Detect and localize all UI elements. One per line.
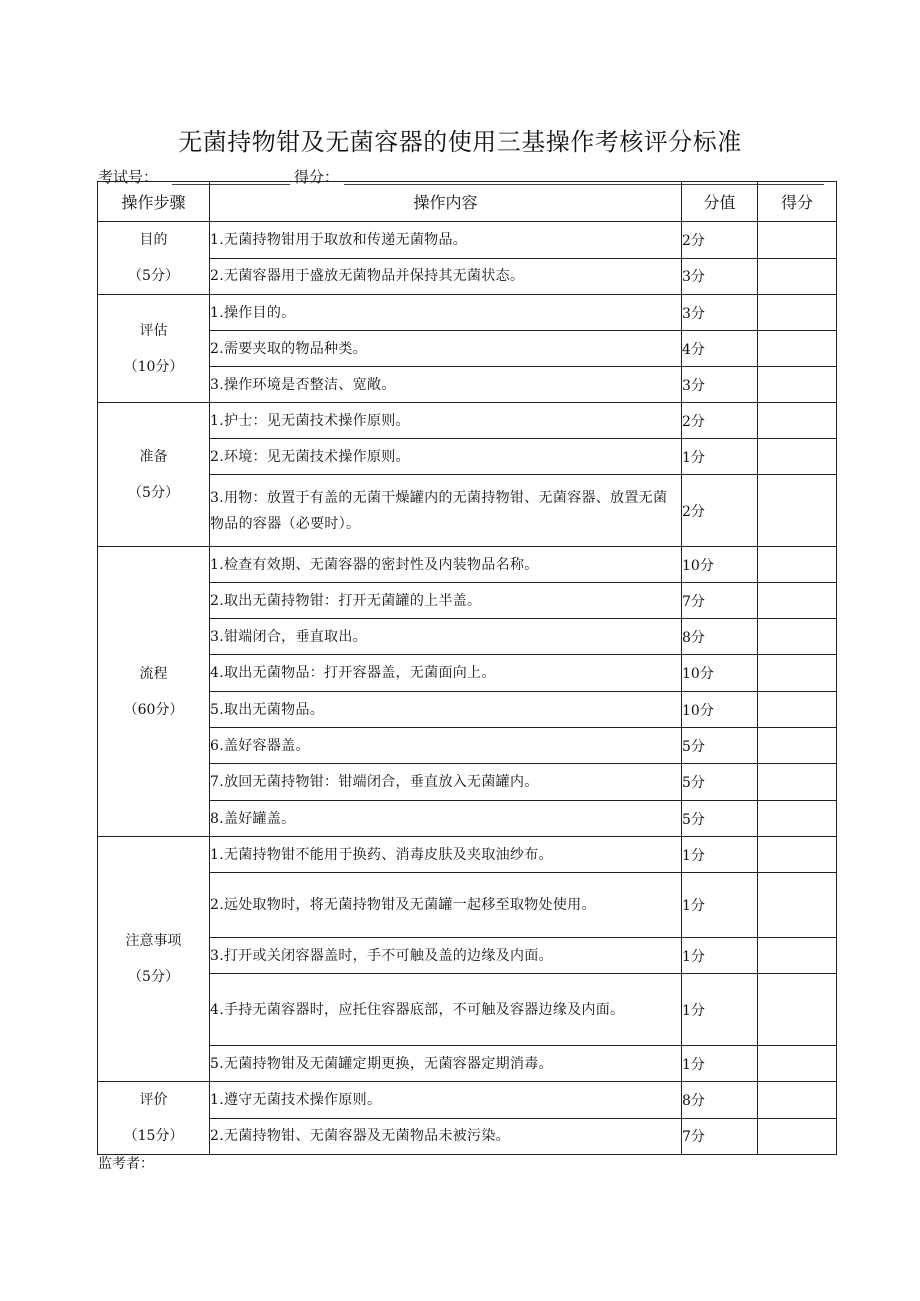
- item-score: 10分: [682, 692, 758, 728]
- header-value: 分值: [682, 182, 758, 222]
- header-content: 操作内容: [210, 182, 682, 222]
- item-got-blank[interactable]: [758, 801, 837, 837]
- item-got-blank[interactable]: [758, 692, 837, 728]
- step-points: （5分）: [128, 969, 179, 985]
- table-row: [98, 403, 837, 439]
- item-got-blank[interactable]: [758, 655, 837, 692]
- item-got-blank[interactable]: [758, 837, 837, 873]
- item-content: 3.操作环境是否整洁、宽敞。: [210, 367, 682, 403]
- item-content: 3.钳端闭合，垂直取出。: [210, 619, 682, 655]
- item-score: 3分: [682, 367, 758, 403]
- table-row: [98, 295, 837, 331]
- exam-no-label: 考试号：: [98, 168, 159, 186]
- step-points: （5分）: [128, 484, 179, 501]
- item-got-blank[interactable]: [758, 938, 837, 974]
- item-content: 1.检查有效期、无菌容器的密封性及内装物品名称。: [210, 547, 682, 583]
- score-label: 得分：: [294, 168, 340, 186]
- item-score: 2分: [682, 222, 758, 259]
- item-score: 7分: [682, 583, 758, 619]
- item-score: 5分: [682, 764, 758, 801]
- item-got-blank[interactable]: [758, 1118, 837, 1155]
- item-content: 8.盖好罐盖。: [210, 801, 682, 837]
- item-got-blank[interactable]: [758, 728, 837, 764]
- item-content: 5.取出无菌物品。: [210, 692, 682, 728]
- item-score: 2分: [682, 403, 758, 439]
- step-points: （60分）: [123, 701, 184, 718]
- item-score: 1分: [682, 873, 758, 938]
- item-score: 3分: [682, 295, 758, 331]
- item-got-blank[interactable]: [758, 764, 837, 801]
- page-title: 无菌持物钳及无菌容器的使用三基操作考核评分标准: [178, 128, 742, 156]
- item-score: 10分: [682, 655, 758, 692]
- step-cell: [98, 295, 210, 403]
- item-score: 1分: [682, 938, 758, 974]
- item-content: 2.环境：见无菌技术操作原则。: [210, 439, 682, 475]
- step-cell: [98, 837, 210, 1082]
- item-content: 3.打开或关闭容器盖时，手不可触及盖的边缘及内面。: [210, 938, 682, 974]
- step-cell: [98, 1082, 210, 1155]
- scoring-table: [97, 181, 837, 1155]
- item-score: 1分: [682, 1046, 758, 1082]
- item-got-blank[interactable]: [758, 258, 837, 295]
- item-content: 2.无菌持物钳、无菌容器及无菌物品未被污染。: [210, 1118, 682, 1155]
- item-got-blank[interactable]: [758, 619, 837, 655]
- step-points: （5分）: [128, 268, 179, 284]
- item-score: 5分: [682, 728, 758, 764]
- step-points: （15分）: [123, 1128, 184, 1144]
- item-got-blank[interactable]: [758, 367, 837, 403]
- item-content: 1.遵守无菌技术操作原则。: [210, 1082, 682, 1119]
- table-row: [98, 1082, 837, 1119]
- item-got-blank[interactable]: [758, 331, 837, 367]
- item-score: 3分: [682, 258, 758, 295]
- item-score: 1分: [682, 974, 758, 1046]
- step-points: （10分）: [123, 358, 184, 375]
- item-score: 8分: [682, 1082, 758, 1119]
- header-got: 得分: [758, 182, 837, 222]
- step-name: 评估: [139, 322, 168, 339]
- item-score: 1分: [682, 439, 758, 475]
- item-content: 4.手持无菌容器时，应托住容器底部，不可触及容器边缘及内面。: [210, 974, 682, 1046]
- item-content: 7.放回无菌持物钳：钳端闭合，垂直放入无菌罐内。: [210, 764, 682, 801]
- item-got-blank[interactable]: [758, 974, 837, 1046]
- item-content: 5.无菌持物钳及无菌罐定期更换，无菌容器定期消毒。: [210, 1046, 682, 1082]
- header-step: 操作步骤: [98, 182, 210, 222]
- item-got-blank[interactable]: [758, 873, 837, 938]
- step-cell: [98, 403, 210, 547]
- table-header-row: [98, 182, 837, 222]
- step-name: 流程: [139, 665, 168, 682]
- item-got-blank[interactable]: [758, 295, 837, 331]
- item-got-blank[interactable]: [758, 583, 837, 619]
- item-got-blank[interactable]: [758, 1082, 837, 1119]
- item-content: 2.远处取物时，将无菌持物钳及无菌罐一起移至取物处使用。: [210, 873, 682, 938]
- item-content: 2.取出无菌持物钳：打开无菌罐的上半盖。: [210, 583, 682, 619]
- item-score: 7分: [682, 1118, 758, 1155]
- item-got-blank[interactable]: [758, 475, 837, 547]
- step-name: 评价: [139, 1092, 168, 1108]
- item-score: 2分: [682, 475, 758, 547]
- item-got-blank[interactable]: [758, 222, 837, 259]
- item-content: 1.操作目的。: [210, 295, 682, 331]
- item-content: 2.需要夹取的物品种类。: [210, 331, 682, 367]
- table-row: [98, 222, 837, 259]
- item-score: 1分: [682, 837, 758, 873]
- table-row: [98, 547, 837, 583]
- item-got-blank[interactable]: [758, 403, 837, 439]
- step-name: 准备: [139, 448, 168, 465]
- item-got-blank[interactable]: [758, 547, 837, 583]
- item-content: 1.护士：见无菌技术操作原则。: [210, 403, 682, 439]
- item-score: 4分: [682, 331, 758, 367]
- item-content: 1.无菌持物钳不能用于换药、消毒皮肤及夹取油纱布。: [210, 837, 682, 873]
- item-score: 5分: [682, 801, 758, 837]
- item-score: 10分: [682, 547, 758, 583]
- table-row: [98, 837, 837, 873]
- item-got-blank[interactable]: [758, 439, 837, 475]
- step-cell: [98, 222, 210, 295]
- table-body: [98, 222, 837, 1155]
- item-content: 4.取出无菌物品：打开容器盖，无菌面向上。: [210, 655, 682, 692]
- item-got-blank[interactable]: [758, 1046, 837, 1082]
- step-name: 目的: [139, 232, 168, 248]
- item-content: 1.无菌持物钳用于取放和传递无菌物品。: [210, 222, 682, 259]
- examiner-label: 监考者：: [98, 1156, 154, 1172]
- step-name: 注意事项: [125, 933, 182, 949]
- item-content: 6.盖好容器盖。: [210, 728, 682, 764]
- step-cell: [98, 547, 210, 837]
- item-content: 2.无菌容器用于盛放无菌物品并保持其无菌状态。: [210, 258, 682, 295]
- item-content: 3.用物：放置于有盖的无菌干燥罐内的无菌持物钳、无菌容器、放置无菌物品的容器（必要时）。: [210, 475, 682, 547]
- item-score: 8分: [682, 619, 758, 655]
